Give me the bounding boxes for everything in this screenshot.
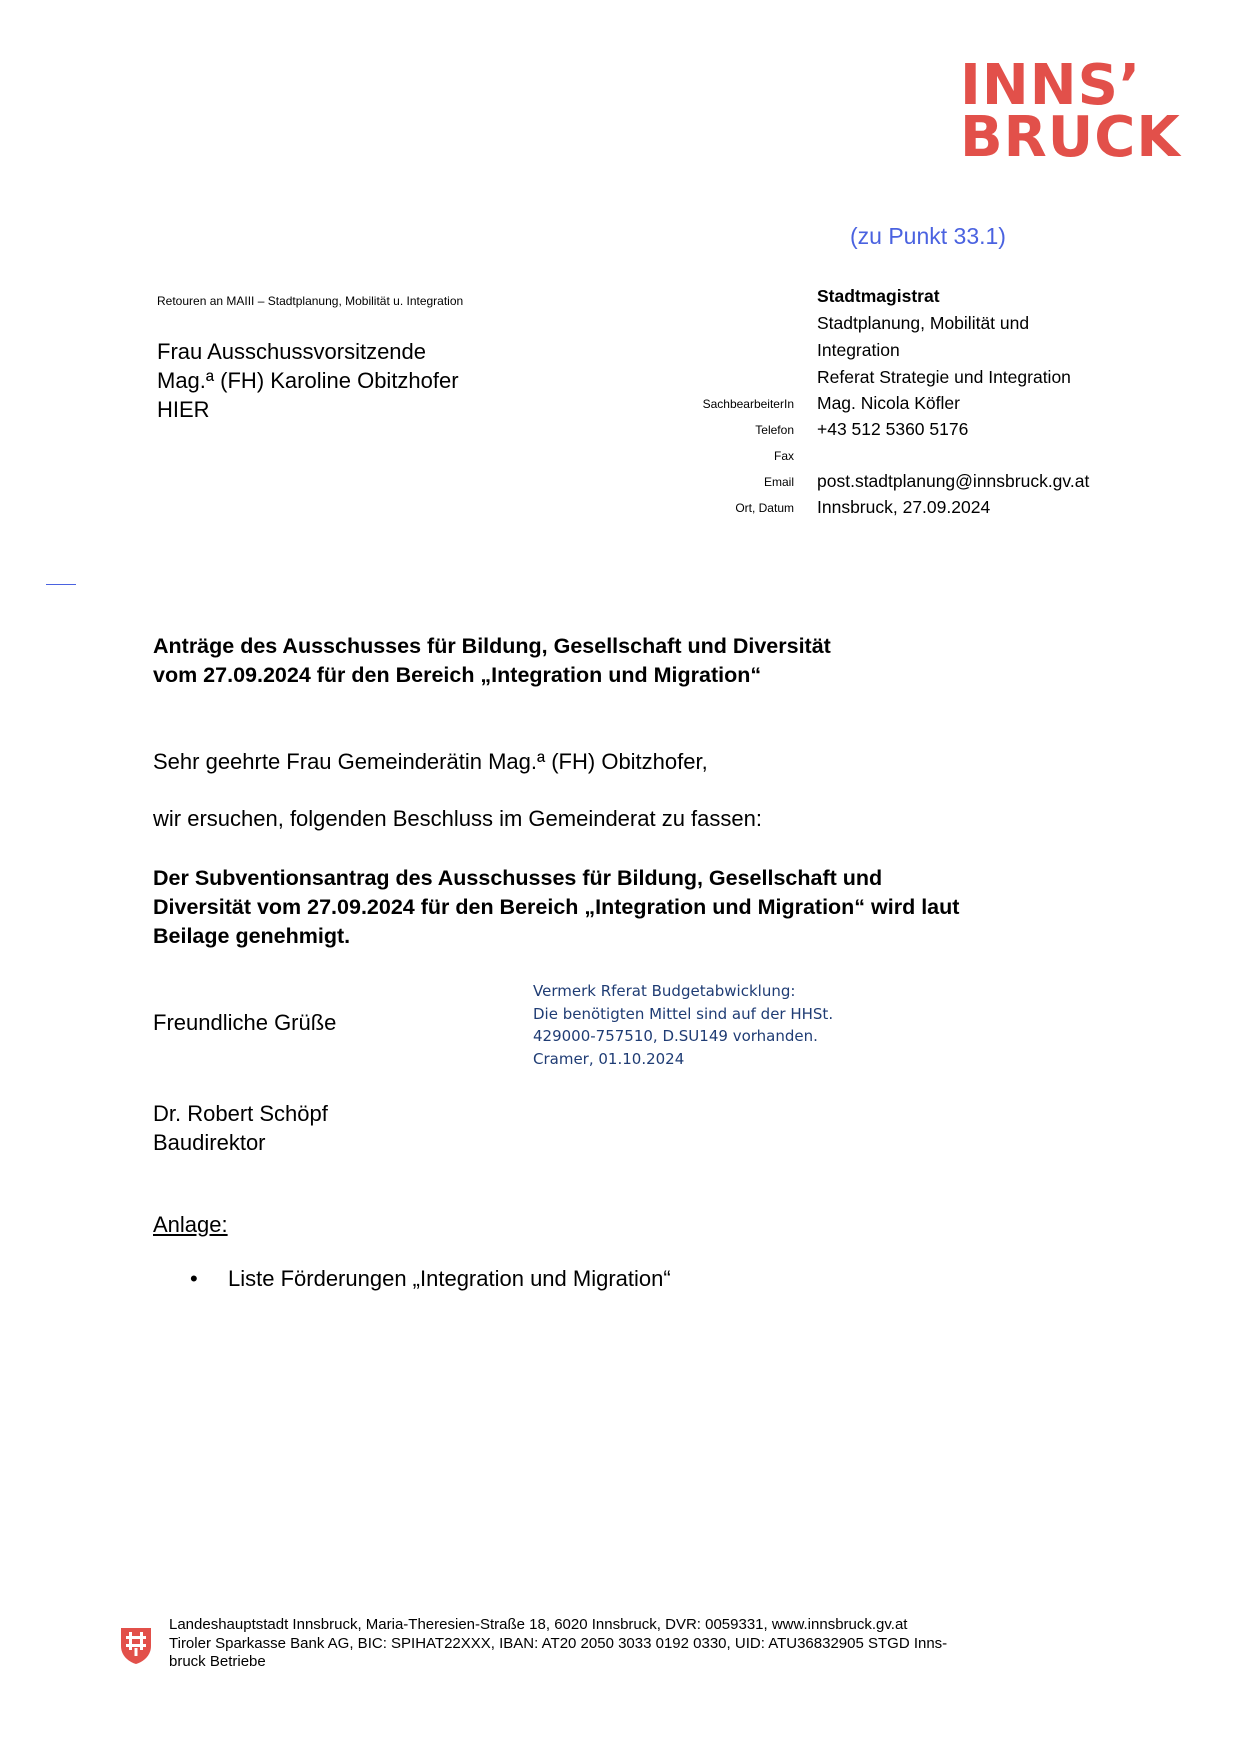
salutation: Sehr geehrte Frau Gemeinderätin Mag.ª (FH) Obitzhofer,: [153, 749, 708, 774]
budget-note-line-1: Vermerk Rferat Budgetabwicklung:: [533, 982, 796, 1000]
subject: [153, 632, 1033, 690]
date-value: Innsbruck, 27.09.2024: [817, 497, 991, 517]
resolution-line-2: Diversität vom 27.09.2024 für den Bereich „Integration und Migration“ wird laut: [153, 895, 960, 919]
return-address: Retouren an MAIII – Stadtplanung, Mobilität u. Integration: [157, 294, 464, 308]
email-label: Email: [763, 475, 794, 489]
fax-value: [817, 442, 1089, 468]
addressee-line-2: Mag.ª (FH) Karoline Obitzhofer: [157, 368, 459, 393]
phone-label: Telefon: [755, 423, 794, 437]
resolution-line-1: Der Subventionsantrag des Ausschusses für Bildung, Gesellschaft und: [153, 866, 883, 890]
signer-name: Dr. Robert Schöpf: [153, 1101, 328, 1126]
fold-mark: [46, 584, 76, 585]
signer-block: [153, 1099, 328, 1157]
city-emblem-icon: [119, 1624, 153, 1664]
contact-labels: [600, 391, 794, 521]
request-text: wir ersuchen, folgenden Beschluss im Gemeinderat zu fassen:: [153, 806, 762, 831]
resolution-line-3: Beilage genehmigt.: [153, 924, 351, 948]
clerk-label: SachbearbeiterIn: [702, 397, 794, 411]
agenda-reference: (zu Punkt 33.1): [850, 223, 1006, 249]
subject-line-2: vom 27.09.2024 für den Bereich „Integration und Migration“: [153, 663, 762, 687]
fax-label: Fax: [773, 449, 794, 463]
clerk-value: Mag. Nicola Köfler: [817, 393, 960, 413]
sender-authority: Stadtmagistrat: [817, 286, 940, 306]
innsbruck-logo: [960, 53, 1181, 170]
footer: [169, 1616, 1039, 1672]
footer-line-3: bruck Betriebe: [169, 1653, 266, 1670]
subject-line-1: Anträge des Ausschusses für Bildung, Gesellschaft und Diversität: [153, 634, 831, 658]
footer-line-1: Landeshauptstadt Innsbruck, Maria-Theresien-Straße 18, 6020 Innsbruck, DVR: 0059331, www.innsbruck.gv.at: [169, 1616, 908, 1633]
attachment-item: • Liste Förderungen „Integration und Migration“: [190, 1266, 671, 1292]
budget-note-line-4: Cramer, 01.10.2024: [533, 1049, 685, 1068]
footer-line-2: Tiroler Sparkasse Bank AG, BIC: SPIHAT22XXX, IBAN: AT20 2050 3033 0192 0330, UID: ATU36832905 STGD Inns-: [169, 1634, 948, 1652]
email-value: post.stadtplanung@innsbruck.gv.at: [817, 471, 1090, 491]
sender-unit: Referat Strategie und Integration: [817, 367, 1071, 387]
budget-note-line-2: Die benötigten Mittel sind auf der HHSt.: [533, 1004, 834, 1023]
greeting: Freundliche Grüße: [153, 1010, 337, 1035]
contact-values: [817, 390, 1089, 520]
addressee-line-1: Frau Ausschussvorsitzende: [157, 339, 427, 364]
sender-block: [817, 283, 1117, 391]
resolution: [153, 864, 1053, 951]
date-label: Ort, Datum: [735, 501, 794, 515]
logo-line-2: BRUCK: [960, 105, 1181, 170]
attachment-title: Anlage:: [153, 1212, 228, 1237]
phone-value: +43 512 5360 5176: [817, 419, 969, 439]
addressee-line-3: HIER: [157, 397, 210, 422]
addressee-block: [157, 337, 459, 424]
budget-note: [533, 980, 833, 1070]
sender-department-1: Stadtplanung, Mobilität und: [817, 313, 1030, 333]
logo-line-1: INNS’: [960, 53, 1142, 118]
signer-title: Baudirektor: [153, 1130, 266, 1155]
attachment-list: [190, 1266, 671, 1292]
sender-department-2: Integration: [817, 340, 900, 360]
budget-note-line-3: 429000-757510, D.SU149 vorhanden.: [533, 1027, 818, 1045]
